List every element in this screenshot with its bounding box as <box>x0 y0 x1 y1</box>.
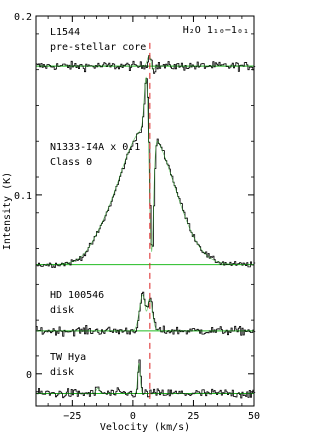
y-tick-label-2: 0.2 <box>13 12 32 23</box>
series-0-label-0: L1544 <box>50 27 81 38</box>
series-3-label-0: TW Hya <box>50 352 87 363</box>
series-3 <box>36 360 255 398</box>
series-3-spectrum <box>36 360 255 398</box>
plot-frame <box>36 16 254 406</box>
series-layer <box>36 56 255 398</box>
series-1-spectrum <box>36 79 255 268</box>
series-0-label-1: pre-stellar core <box>50 42 147 53</box>
line-annotation: H₂O 1₁₀−1₀₁ <box>182 25 249 36</box>
x-tick-label-1: 0 <box>129 411 136 422</box>
y-tick-label-1: 0.1 <box>13 190 32 202</box>
series-3-label-1: disk <box>50 367 75 378</box>
series-2-label-1: disk <box>50 305 75 316</box>
x-tick-label-2: 25 <box>187 411 200 422</box>
series-2-label-0: HD 100546 <box>50 290 105 301</box>
series-1-fit <box>36 77 254 264</box>
series-1 <box>36 77 255 267</box>
y-axis-label: Intensity (K) <box>2 171 13 251</box>
x-axis-label: Velocity (km/s) <box>99 422 191 433</box>
series-1-label-0: N1333-I4A x 0.1 <box>50 142 141 153</box>
series-0 <box>36 56 255 74</box>
y-tick-label-0: 0 <box>25 369 32 381</box>
label-layer <box>50 27 146 378</box>
series-1-label-1: Class 0 <box>50 157 93 168</box>
x-tick-label-3: 50 <box>247 411 260 422</box>
x-tick-label-0: −25 <box>63 411 82 422</box>
